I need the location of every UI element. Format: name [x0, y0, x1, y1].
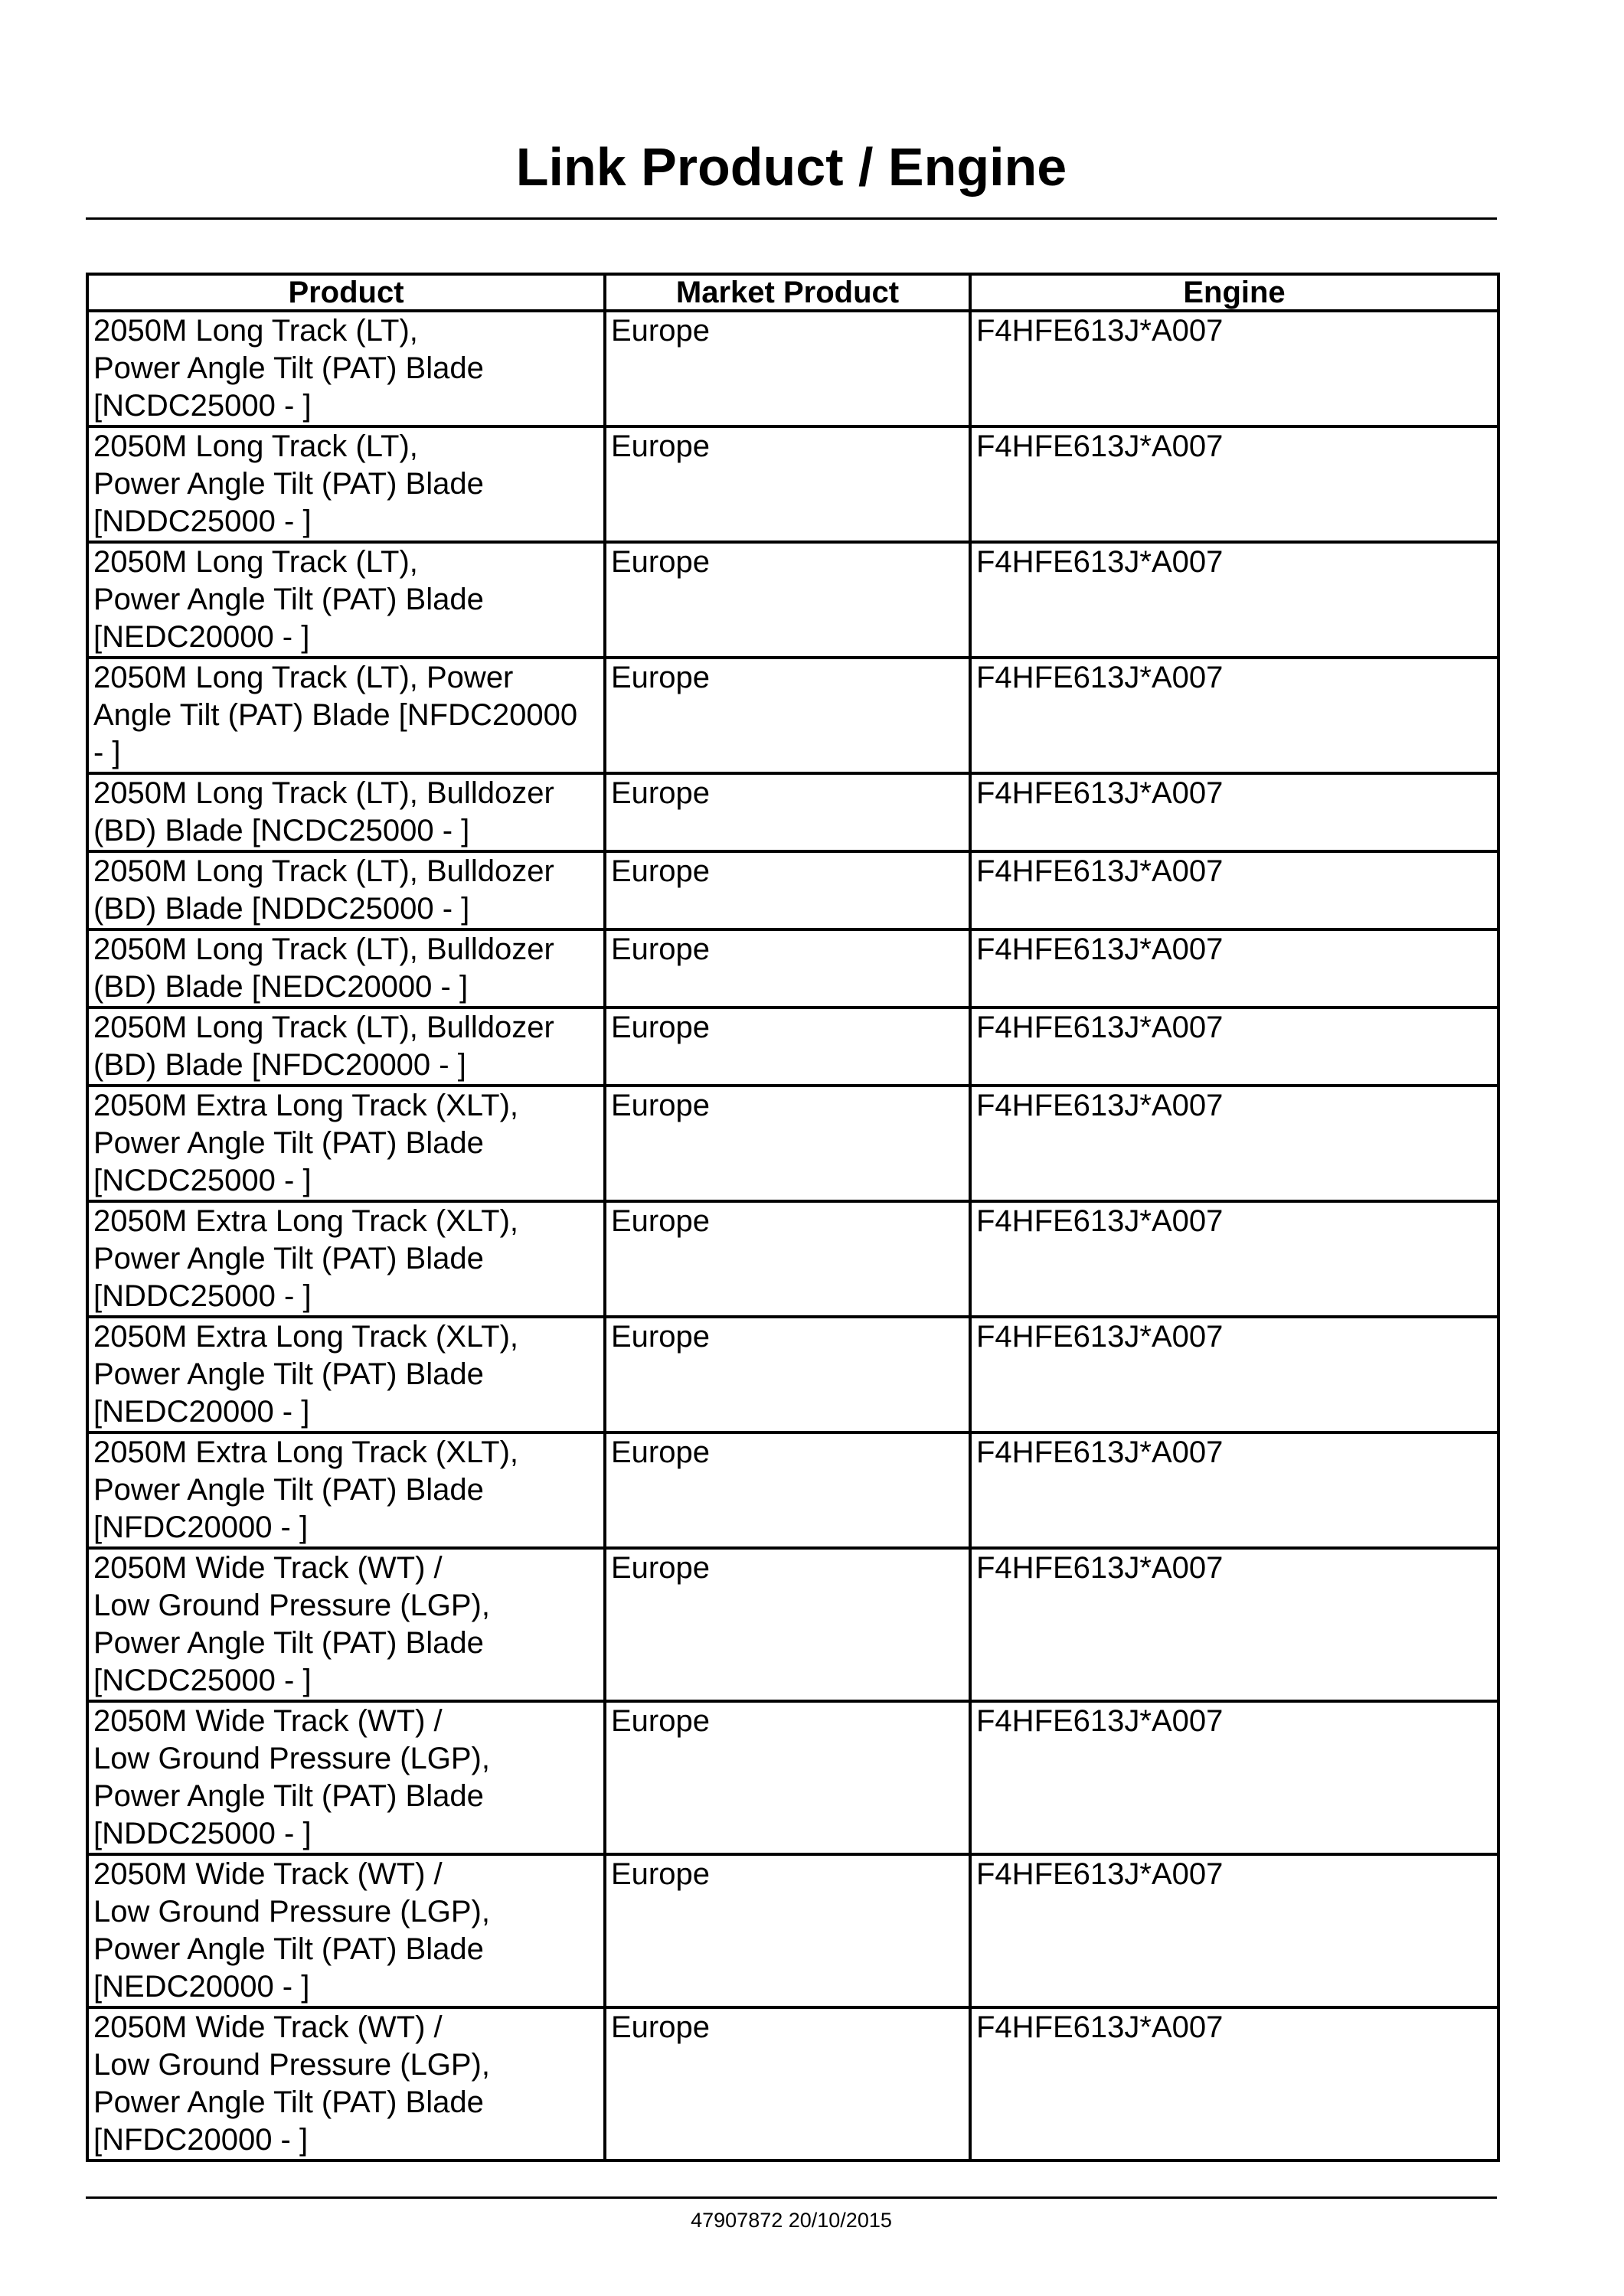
- cell-engine: F4HFE613J*A007: [970, 1008, 1498, 1086]
- cell-engine: F4HFE613J*A007: [970, 1086, 1498, 1201]
- table-row: [87, 1086, 1498, 1201]
- cell-market-product: Europe: [605, 311, 970, 426]
- cell-engine: F4HFE613J*A007: [970, 851, 1498, 929]
- table-row: [87, 1854, 1498, 2007]
- cell-engine: F4HFE613J*A007: [970, 1201, 1498, 1317]
- table-row: [87, 1008, 1498, 1086]
- cell-market-product: Europe: [605, 1854, 970, 2007]
- cell-engine: F4HFE613J*A007: [970, 773, 1498, 851]
- product-engine-table: [86, 273, 1500, 2162]
- cell-engine: F4HFE613J*A007: [970, 1317, 1498, 1432]
- cell-product: 2050M Long Track (LT), Power Angle Tilt (PAT) Blade [NFDC20000 - ]: [87, 658, 605, 773]
- cell-product: 2050M Wide Track (WT) / Low Ground Pressure (LGP), Power Angle Tilt (PAT) Blade [NCDC25000 - ]: [87, 1548, 605, 1701]
- table-row: [87, 773, 1498, 851]
- title-divider: [86, 217, 1497, 220]
- cell-market-product: Europe: [605, 1548, 970, 1701]
- cell-market-product: Europe: [605, 773, 970, 851]
- table-row: [87, 1701, 1498, 1854]
- cell-market-product: Europe: [605, 426, 970, 542]
- cell-product: 2050M Wide Track (WT) / Low Ground Pressure (LGP), Power Angle Tilt (PAT) Blade [NFDC20000 - ]: [87, 2007, 605, 2160]
- header-engine: Engine: [970, 274, 1498, 311]
- cell-market-product: Europe: [605, 2007, 970, 2160]
- cell-product: 2050M Extra Long Track (XLT), Power Angle Tilt (PAT) Blade [NEDC20000 - ]: [87, 1317, 605, 1432]
- table-row: [87, 851, 1498, 929]
- cell-engine: F4HFE613J*A007: [970, 1432, 1498, 1548]
- cell-market-product: Europe: [605, 1086, 970, 1201]
- cell-product: 2050M Wide Track (WT) / Low Ground Pressure (LGP), Power Angle Tilt (PAT) Blade [NDDC25000 - ]: [87, 1701, 605, 1854]
- header-market-product: Market Product: [605, 274, 970, 311]
- cell-product: 2050M Extra Long Track (XLT), Power Angle Tilt (PAT) Blade [NCDC25000 - ]: [87, 1086, 605, 1201]
- cell-engine: F4HFE613J*A007: [970, 2007, 1498, 2160]
- cell-product: 2050M Long Track (LT), Power Angle Tilt (PAT) Blade [NDDC25000 - ]: [87, 426, 605, 542]
- header-product: Product: [87, 274, 605, 311]
- cell-product: 2050M Long Track (LT), Power Angle Tilt (PAT) Blade [NCDC25000 - ]: [87, 311, 605, 426]
- table-row: [87, 1432, 1498, 1548]
- footer-divider: [86, 2196, 1497, 2199]
- cell-engine: F4HFE613J*A007: [970, 426, 1498, 542]
- cell-product: 2050M Extra Long Track (XLT), Power Angle Tilt (PAT) Blade [NFDC20000 - ]: [87, 1432, 605, 1548]
- cell-engine: F4HFE613J*A007: [970, 929, 1498, 1008]
- cell-engine: F4HFE613J*A007: [970, 1701, 1498, 1854]
- cell-product: 2050M Long Track (LT), Bulldozer (BD) Blade [NEDC20000 - ]: [87, 929, 605, 1008]
- page-title: Link Product / Engine: [515, 137, 1067, 197]
- table-row: [87, 658, 1498, 773]
- table-row: [87, 929, 1498, 1008]
- table-row: [87, 1548, 1498, 1701]
- table-row: [87, 1317, 1498, 1432]
- cell-market-product: Europe: [605, 1432, 970, 1548]
- cell-engine: F4HFE613J*A007: [970, 1854, 1498, 2007]
- table-header-row: [87, 274, 1498, 311]
- cell-engine: F4HFE613J*A007: [970, 311, 1498, 426]
- table-row: [87, 542, 1498, 658]
- cell-market-product: Europe: [605, 1701, 970, 1854]
- cell-market-product: Europe: [605, 1008, 970, 1086]
- cell-product: 2050M Wide Track (WT) / Low Ground Pressure (LGP), Power Angle Tilt (PAT) Blade [NEDC20000 - ]: [87, 1854, 605, 2007]
- cell-market-product: Europe: [605, 1201, 970, 1317]
- table-row: [87, 426, 1498, 542]
- table-body: [87, 311, 1498, 2160]
- footer-doc-ref: 47907872 20/10/2015: [691, 2209, 892, 2232]
- cell-market-product: Europe: [605, 658, 970, 773]
- cell-market-product: Europe: [605, 542, 970, 658]
- cell-market-product: Europe: [605, 851, 970, 929]
- table-row: [87, 2007, 1498, 2160]
- cell-product: 2050M Long Track (LT), Bulldozer (BD) Blade [NFDC20000 - ]: [87, 1008, 605, 1086]
- cell-market-product: Europe: [605, 1317, 970, 1432]
- table-row: [87, 311, 1498, 426]
- cell-engine: F4HFE613J*A007: [970, 542, 1498, 658]
- cell-product: 2050M Extra Long Track (XLT), Power Angle Tilt (PAT) Blade [NDDC25000 - ]: [87, 1201, 605, 1317]
- cell-engine: F4HFE613J*A007: [970, 658, 1498, 773]
- cell-engine: F4HFE613J*A007: [970, 1548, 1498, 1701]
- table-row: [87, 1201, 1498, 1317]
- cell-market-product: Europe: [605, 929, 970, 1008]
- cell-product: 2050M Long Track (LT), Bulldozer (BD) Blade [NCDC25000 - ]: [87, 773, 605, 851]
- cell-product: 2050M Long Track (LT), Bulldozer (BD) Blade [NDDC25000 - ]: [87, 851, 605, 929]
- cell-product: 2050M Long Track (LT), Power Angle Tilt (PAT) Blade [NEDC20000 - ]: [87, 542, 605, 658]
